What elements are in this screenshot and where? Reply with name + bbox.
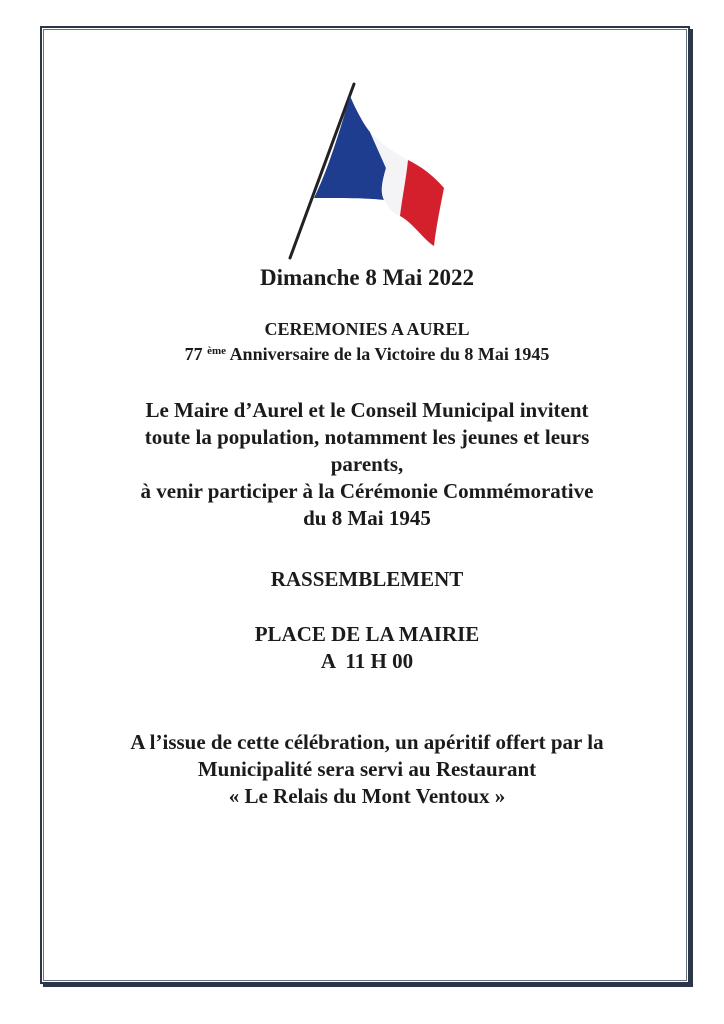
invitation-line: toute la population, notamment les jeunes et leurs [144, 425, 590, 449]
gathering-details [44, 621, 690, 675]
aperitif-line: A l’issue de cette célébration, un apéritif offert par la [130, 730, 604, 754]
gathering-place: PLACE DE LA MAIRIE [254, 622, 480, 646]
flag-blue-stripe [314, 96, 386, 200]
invitation-line: parents, [330, 452, 404, 476]
invitation-line: à venir participer à la Cérémonie Commémorative [140, 479, 594, 503]
gathering-title: RASSEMBLEMENT [270, 567, 464, 591]
anniversary-number: 77 [184, 344, 203, 364]
invitation-line: du 8 Mai 1945 [303, 506, 431, 530]
flag-red-stripe [400, 160, 444, 246]
anniversary-line [44, 343, 690, 365]
anniversary-suffix: ème [207, 345, 227, 357]
anniversary-text: Anniversaire de la Victoire du 8 Mai 1945 [229, 344, 550, 364]
invitation-paragraph [44, 397, 690, 532]
invitation-line: Le Maire d’Aurel et le Conseil Municipal invitent [145, 398, 589, 422]
aperitif-paragraph [44, 729, 690, 810]
gathering-time: A 11 H 00 [320, 649, 414, 673]
aperitif-line: « Le Relais du Mont Ventoux » [228, 784, 506, 808]
french-flag-icon [284, 80, 454, 260]
event-date: Dimanche 8 Mai 2022 [259, 265, 474, 290]
aperitif-line: Municipalité sera servi au Restaurant [197, 757, 537, 781]
ceremonies-heading: CEREMONIES A AUREL [264, 319, 470, 339]
